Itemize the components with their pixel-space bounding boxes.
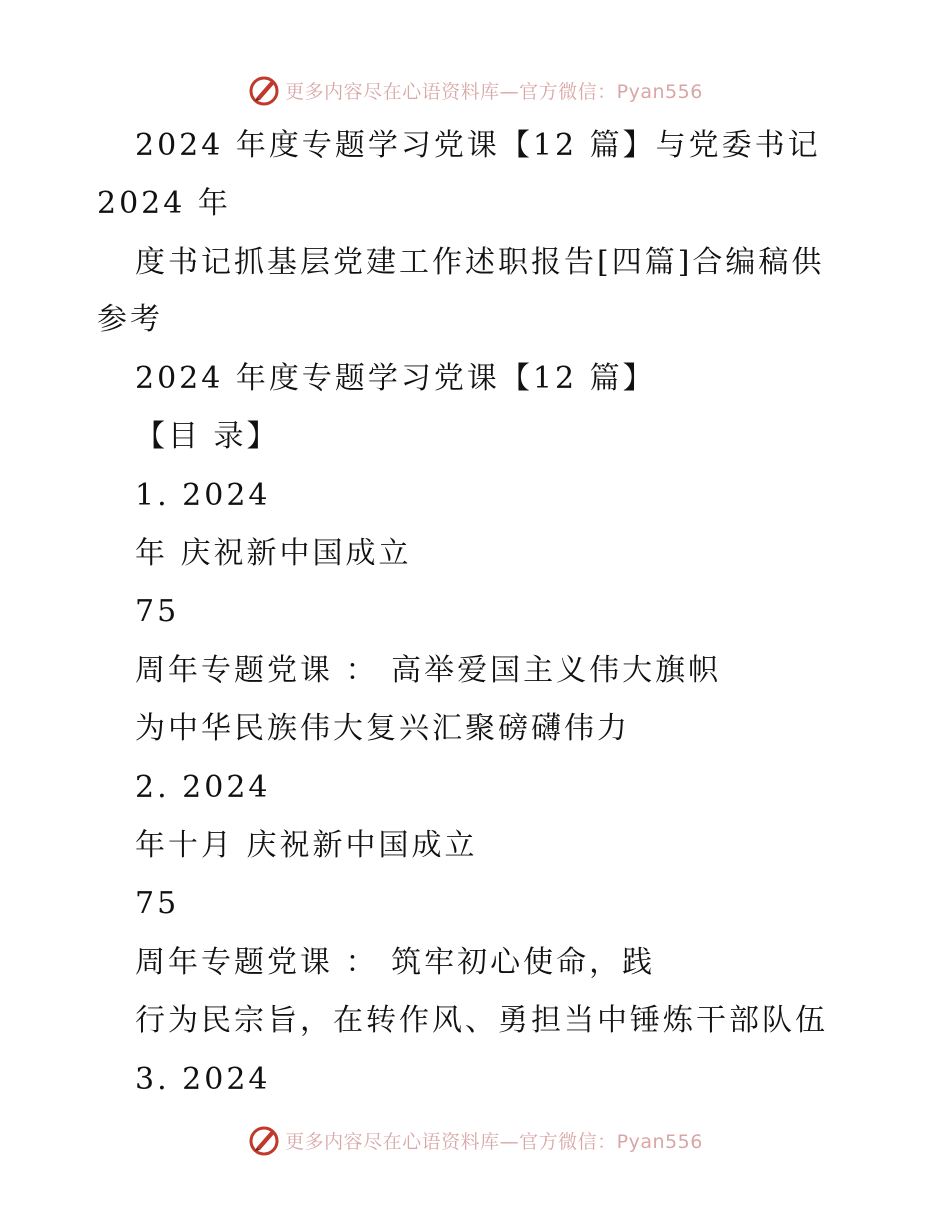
toc-heading: 【目 录】 bbox=[135, 419, 280, 454]
watermark-header bbox=[0, 70, 950, 110]
title-line-4: 参考 bbox=[97, 302, 163, 337]
toc-item-1-number: 1. 2024 bbox=[135, 478, 271, 513]
toc-item-1-line-c: 周年专题党课 ： 高举爱国主义伟大旗帜 bbox=[135, 653, 722, 688]
watermark-text: 更多内容尽在心语资料库—官方微信：Pyan556 bbox=[285, 1130, 703, 1153]
section-heading: 2024 年度专题学习党课【12 篇】 bbox=[135, 361, 656, 396]
watermark-footer bbox=[0, 1120, 950, 1160]
toc-item-2-line-d: 行为民宗旨，在转作风、勇担当中锤炼干部队伍 bbox=[135, 1003, 828, 1038]
toc-item-2-number: 2. 2024 bbox=[135, 770, 271, 805]
pen-logo-icon bbox=[247, 1123, 281, 1157]
toc-item-2-line-a: 年十月 庆祝新中国成立 bbox=[135, 828, 478, 863]
toc-item-3-number: 3. 2024 bbox=[135, 1062, 271, 1097]
toc-item-1-line-d: 为中华民族伟大复兴汇聚磅礴伟力 bbox=[135, 711, 630, 746]
title-line-3: 度书记抓基层党建工作述职报告[四篇]合编稿供 bbox=[135, 245, 825, 280]
pen-logo-icon bbox=[247, 73, 281, 107]
toc-item-2-line-b: 75 bbox=[135, 886, 180, 921]
watermark-text: 更多内容尽在心语资料库—官方微信：Pyan556 bbox=[285, 80, 703, 103]
toc-item-1-line-b: 75 bbox=[135, 594, 180, 629]
toc-item-2-line-c: 周年专题党课 ： 筑牢初心使命，践 bbox=[135, 945, 656, 980]
title-line-1: 2024 年度专题学习党课【12 篇】与党委书记 bbox=[135, 128, 821, 163]
title-line-2: 2024 年 bbox=[97, 186, 231, 221]
toc-item-1-line-a: 年 庆祝新中国成立 bbox=[135, 536, 412, 571]
